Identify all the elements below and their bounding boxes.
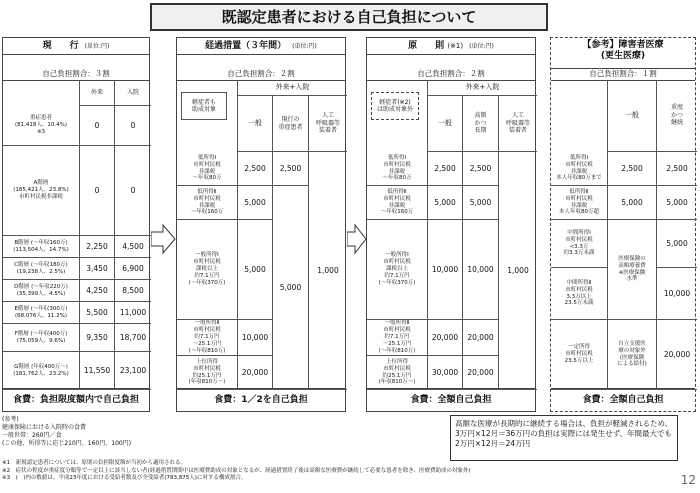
principle-row-high: 5,000: [463, 186, 499, 220]
reference-row-general: 2,500: [607, 152, 657, 186]
principle-row-label: 上位所得 市町村民税 約25.1万円 (年収810万～): [367, 356, 427, 390]
footnotes: [2, 460, 692, 483]
current-row-outpatient: 3,450: [79, 258, 115, 280]
arrow-transition-to-principle: [347, 224, 367, 254]
current-heading: 現 行 (単位:円): [3, 38, 149, 55]
current-food-footer: 食費：負担限度額内で自己負担: [3, 388, 149, 411]
principle-row-general: 30,000: [427, 356, 463, 390]
reference-row-label: 低所得Ⅰ 市町村民税 非課税 本人年収80万まで: [551, 152, 607, 186]
principle-ratio: 自己負担割合：２割: [367, 68, 535, 81]
reference-row-label: 一定所得 市町村民税 23.5万以上: [551, 320, 607, 390]
principle-row-high: 20,000: [463, 356, 499, 390]
principle-row-general: 10,000: [427, 220, 463, 320]
principle-note-box: 軽症者(※2) は助成対象外: [371, 92, 419, 120]
current-row-label: 重症患者 (81,418人、10.4%) ※3: [3, 106, 79, 146]
current-row-label: C階層 (～年収180万) (19,238人、2.5%): [3, 258, 79, 280]
reference-row-severe: 5,000: [657, 186, 697, 220]
page-number: 12: [680, 473, 696, 487]
reference-row-severe: 2,500: [657, 152, 697, 186]
reference-row-severe: 20,000: [657, 320, 697, 390]
principle-col-group: 外来+入院: [427, 80, 537, 96]
current-row-label: F階層 (～年収400万) (75,059人、9.6%): [3, 324, 79, 352]
arrow-current-to-transition: [151, 224, 176, 254]
transition-heading: 経過措置（３年間） (単位:円): [177, 38, 345, 55]
principle-row-general: 20,000: [427, 320, 463, 356]
current-row-inpatient: 8,500: [115, 280, 151, 302]
transition-row-label: 低所得Ⅱ 市町村民税 非課税 ～年収160万: [177, 186, 237, 220]
reference-row-label: 低所得Ⅱ 市町村民税 非課税 本人年収80万超: [551, 186, 607, 220]
transition-severe-low: 2,500: [273, 152, 309, 186]
transition-row-label: 一般所得Ⅱ 市町村民税 約7.1万円 ～25.1万円 (～年収810万): [177, 320, 237, 356]
transition-row-general: 2,500: [237, 152, 273, 186]
current-row-outpatient: 5,500: [79, 302, 115, 324]
panel-reference: [550, 37, 696, 412]
current-row-inpatient: 4,500: [115, 236, 151, 258]
principle-row-high: 10,000: [463, 220, 499, 320]
principle-ventilator: 1,000: [499, 152, 537, 390]
page-title: 既認定患者における自己負担について: [150, 3, 548, 31]
callout-high-cost-note: 高額な医療が長期的に継続する場合は、負担が軽減されるため、3万円×12月＝36万円の負担は実際には発生せず、年間最大でも2万円×12月＝24万円: [450, 415, 678, 461]
transition-row-label: 一般所得Ⅰ 市町村民税 課税以上 約7.1万円 (～年収370万): [177, 220, 237, 320]
current-row-outpatient: 9,350: [79, 324, 115, 352]
reference-row-label: 中間所得Ⅱ 市町村民税 3.3万以上 23.5万未満: [551, 268, 607, 320]
current-row-inpatient: 11,000: [115, 302, 151, 324]
food-cost-notes: (参考) 健康保険における入院時の食費 一般世帯：260円／食 (この他、所得等に応じ210円、160円、100円): [2, 416, 132, 448]
current-row-outpatient: 4,250: [79, 280, 115, 302]
transition-food-footer: 食費：1／2を自己負担: [177, 388, 345, 411]
current-row-inpatient: 18,700: [115, 324, 151, 352]
transition-col-ventilator: 人工 呼吸器等 装着者: [309, 96, 347, 152]
transition-note-box: 軽症者も 助成対象: [181, 92, 227, 120]
principle-col-general: 一般: [427, 96, 463, 152]
current-row-outpatient: 11,550: [79, 352, 115, 390]
panel-current: [2, 37, 150, 412]
current-row-label: E階層 (～年収300万) (68,076人、11.2%): [3, 302, 79, 324]
reference-ratio: 自己負担割合：１割: [551, 68, 695, 81]
reference-row-general: 5,000: [607, 186, 657, 220]
footnote-2: ※2 症状の程度が重症度分類等で一定以上に該当しない者(経過措置期間中は医療費助成の対象となるが、経過措置終了後は高額な医療費が継続して必要な患者を除き、医療費助成の対象外): [2, 467, 471, 474]
current-row-label: B階層 (～年収160万) (113,504人、14.7%): [3, 236, 79, 258]
principle-row-general: 2,500: [427, 152, 463, 186]
principle-row-high: 2,500: [463, 152, 499, 186]
principle-row-label: 一般所得Ⅰ 市町村民税 課税以上 約7.1万円 (～年収370万): [367, 220, 427, 320]
reference-col-general: 一般: [607, 80, 657, 152]
transition-row-label: 上位所得 市町村民税 約25.1万円 (年収810万～): [177, 356, 237, 390]
transition-row-label: 低所得Ⅰ 市町村民税 非課税 ～年収80万: [177, 152, 237, 186]
reference-heading: 【参考】障害者医療 (更生医療): [551, 38, 695, 69]
principle-row-high: 20,000: [463, 320, 499, 356]
principle-row-label: 低所得Ⅰ 市町村民税 非課税 ～年収80万: [367, 152, 427, 186]
current-col-inpatient: 入院: [115, 80, 151, 106]
transition-col-general: 一般: [237, 96, 273, 152]
panel-principle: [366, 37, 536, 412]
footnote-1: ※1 新規認定患者については、原則の負担限度額が当初から適用される。: [2, 460, 187, 466]
principle-col-ventilator: 人工 呼吸器等 装着者: [499, 96, 537, 152]
current-row-outpatient: 0: [79, 106, 115, 146]
transition-ventilator: 1,000: [309, 152, 347, 390]
principle-heading: 原 則 (※1) (単位:円): [367, 38, 535, 55]
reference-col-severe: 重度 かつ 継続: [657, 80, 697, 152]
reference-row-general: 自立支援医 療の対象外 (医療保険 による給付): [607, 320, 657, 390]
reference-row-label: 中間所得Ⅰ 市町村民税 <3.3万 約3.3万未満: [551, 220, 607, 268]
current-row-inpatient: 23,100: [115, 352, 151, 390]
reference-row-severe: 10,000: [657, 268, 697, 320]
transition-col-group: 外来+入院: [237, 80, 347, 96]
reference-row-severe: 5,000: [657, 220, 697, 268]
principle-row-label: 一般所得Ⅱ 市町村民税 約7.1万円 ～25.1万円 (～年収810万): [367, 320, 427, 356]
current-col-outpatient: 外来: [79, 80, 115, 106]
transition-row-general: 5,000: [237, 220, 273, 320]
reference-food-footer: 食費：全額自己負担: [551, 388, 695, 411]
current-row-label: D階層 (～年収220万) (35,399人、4.5%): [3, 280, 79, 302]
reference-row-general: 医療保険の 高額療養費 ※医療保険 水準: [607, 220, 657, 320]
principle-col-high: 高額 かつ 長期: [463, 96, 499, 152]
current-row-inpatient: 0: [115, 106, 151, 146]
transition-col-severe: 現行の 重症患者: [273, 96, 309, 152]
transition-severe-other: 5,000: [273, 186, 309, 390]
current-row-outpatient: 2,250: [79, 236, 115, 258]
current-row-inpatient: 6,900: [115, 258, 151, 280]
principle-food-footer: 食費：全額自己負担: [367, 388, 535, 411]
current-row-inpatient: 0: [115, 146, 151, 236]
current-row-outpatient: 0: [79, 146, 115, 236]
current-row-label: G階層 (年収400万～) (181,762人、23.2%): [3, 352, 79, 390]
panel-transition: [176, 37, 346, 412]
principle-row-label: 低所得Ⅱ 市町村民税 非課税 ～年収160万: [367, 186, 427, 220]
current-row-label: A階層 (185,421人、23.8%) 市町村民税非課税: [3, 146, 79, 236]
transition-row-general: 10,000: [237, 320, 273, 356]
principle-row-general: 5,000: [427, 186, 463, 220]
footnote-3: ※3 ( )内の数値は、平成23年度における受給者数及び全受給者(783,875人)に対する構成割合。: [2, 475, 247, 482]
transition-ratio: 自己負担割合：２割: [177, 68, 345, 81]
transition-row-general: 20,000: [237, 356, 273, 390]
transition-row-general: 5,000: [237, 186, 273, 220]
current-ratio: 自己負担割合：３割: [3, 68, 149, 81]
